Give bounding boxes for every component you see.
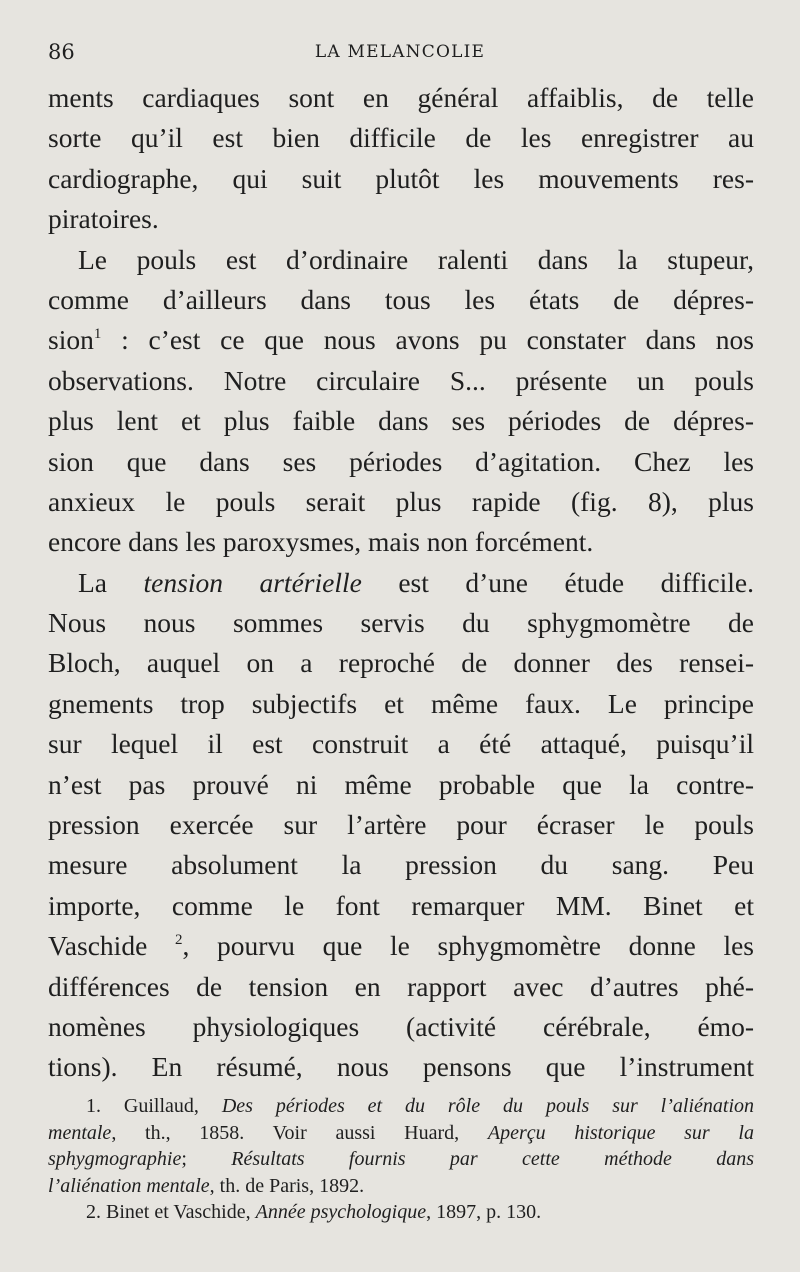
text-fragment: , th., 1858. Voir aussi Huard, [111,1121,488,1144]
footnote-reference: 2 [174,932,183,949]
text-line: gnements trop subjectifs et même faux. Le principe [48,687,754,719]
footnote-1 [48,1093,754,1120]
page-number: 86 [48,40,75,64]
page-header [48,40,752,70]
text-fragment: , th. de Paris, 1892. [209,1174,365,1197]
citation-title: Année psychologique [255,1201,427,1223]
text-line: piratoires. [48,203,159,235]
text-line: différences de tension en rapport avec d’autres phé- [48,970,754,1002]
body-text [48,78,754,1088]
text-line: sion que dans ses périodes d’agitation. Chez les [48,445,754,477]
text-line: sur lequel il est construit a été attaqué, puisqu’il [48,728,754,760]
citation-title: sphygmographie [48,1148,182,1170]
text-line: anxieux le pouls serait plus rapide (fig. 8), plus [48,485,754,517]
citation-title: mentale [48,1121,112,1144]
footnote-1-continued [48,1173,754,1200]
footnote-1-continued [48,1146,754,1173]
text-line: ments cardiaques sont en général affaiblis, de telle [48,82,754,113]
text-fragment: , 1897, p. 130. [426,1201,542,1223]
text-fragment: 2. Binet et Vaschide, [86,1201,256,1223]
text-fragment: , pourvu que le sphygmomètre donne les [182,930,755,962]
citation-title: Résultats fournis par cette méthode dans [231,1148,755,1170]
text-line [48,926,754,966]
text-line: Nous nous sommes servis du sphygmomètre de [48,607,754,639]
text-fragment: Vaschide [48,930,148,962]
text-line: comme d’ailleurs dans tous les états de dépres- [48,283,754,315]
text-line: pression exercée sur l’artère pour écraser le pouls [48,809,754,841]
text-line [48,563,754,603]
text-fragment: ; [181,1148,232,1170]
text-line: nomènes physiologiques (activité cérébrale, émo- [48,1010,754,1042]
text-line: cardiographe, qui suit plutôt les mouvements res- [48,162,754,194]
text-fragment: 1. Guillaud, [86,1095,222,1117]
italic-term: tension artérielle [143,566,362,598]
text-line: Bloch, auquel on a reproché de donner des rensei- [48,647,754,679]
footnote-2 [48,1199,754,1226]
footnote-1-continued [48,1120,754,1147]
text-fragment: est d’une étude difficile. [361,566,755,598]
text-line: plus lent et plus faible dans ses périodes de dépres- [48,405,754,437]
footnotes [48,1093,754,1226]
footnote-reference: 1 [93,326,102,343]
text-line: encore dans les paroxysmes, mais non forcément. [48,526,594,558]
text-line: n’est pas prouvé ni même probable que la contre- [48,768,754,800]
citation-title: Aperçu historique sur la [487,1121,754,1144]
text-line: sorte qu’il est bien difficile de les enregistrer au [48,122,754,154]
text-line: tions). En résumé, nous pensons que l’instrument [48,1051,754,1083]
running-title: LA MELANCOLIE [314,42,486,62]
text-line: mesure absolument la pression du sang. Peu [48,849,754,881]
text-line: Le pouls est d’ordinaire ralenti dans la stupeur, [78,243,754,275]
text-fragment: La [78,566,108,598]
text-line: importe, comme le font remarquer MM. Binet et [48,889,754,921]
text-fragment: sion [48,324,94,356]
text-fragment: : c’est ce que nous avons pu constater dans nos [101,324,754,356]
citation-title: l’aliénation mentale [48,1174,210,1197]
text-line: observations. Notre circulaire S... présente un pouls [48,364,754,396]
citation-title: Des périodes et du rôle du pouls sur l’aliénation [221,1095,754,1117]
text-line [48,320,754,360]
